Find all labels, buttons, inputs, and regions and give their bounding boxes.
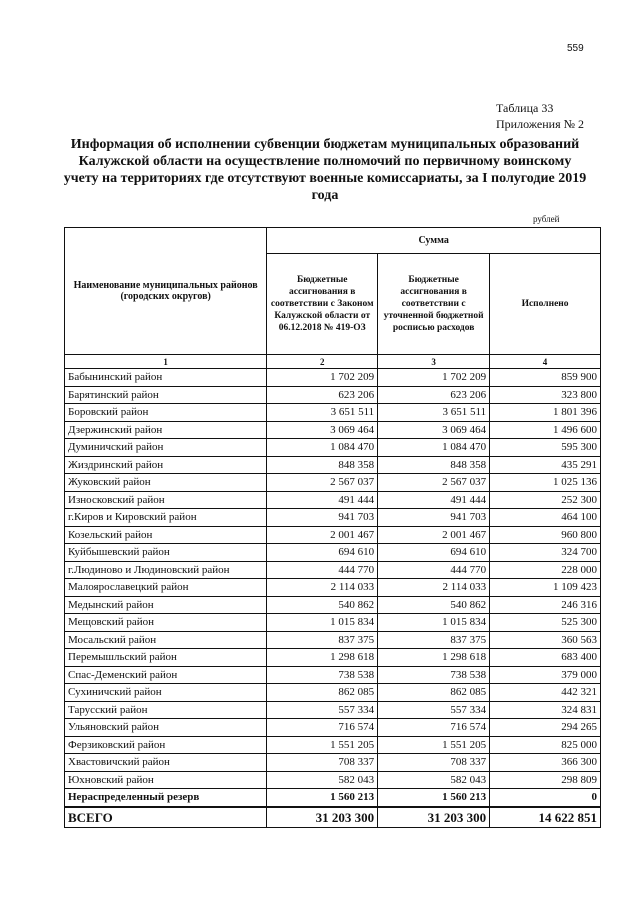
cell-name: Козельский район: [65, 526, 267, 544]
cell-refined: 716 574: [378, 719, 490, 737]
cell-name: Малоярославецкий район: [65, 579, 267, 597]
table-row: [65, 386, 601, 404]
cell-name: Боровский район: [65, 404, 267, 422]
cell-executed: 960 800: [490, 526, 601, 544]
cell-executed: 595 300: [490, 439, 601, 457]
cell-law: 444 770: [267, 561, 378, 579]
table-row: [65, 509, 601, 527]
cell-law: 2 567 037: [267, 474, 378, 492]
table-row: [65, 526, 601, 544]
cell-executed: 252 300: [490, 491, 601, 509]
cell-executed: 294 265: [490, 719, 601, 737]
cell-name: Барятинский район: [65, 386, 267, 404]
cell-refined: 708 337: [378, 754, 490, 772]
cell-law: 1 015 834: [267, 614, 378, 632]
total-executed: 14 622 851: [490, 807, 601, 828]
cell-name: Жуковский район: [65, 474, 267, 492]
cell-law: 694 610: [267, 544, 378, 562]
cell-executed: 366 300: [490, 754, 601, 772]
cell-refined: 694 610: [378, 544, 490, 562]
column-number: 3: [378, 355, 490, 369]
cell-name: Думиничский район: [65, 439, 267, 457]
document-title: Информация об исполнении субвенции бюджетам муниципальных образований Калужской области на осуществление полномочий по первичному воинскому учету на территориях где отсутствуют военные комиссариаты, за I полугодие 2019 года: [63, 137, 587, 203]
cell-executed: 525 300: [490, 614, 601, 632]
reserve-refined: 1 560 213: [378, 789, 490, 807]
cell-law: 557 334: [267, 701, 378, 719]
cell-name: Дзержинский район: [65, 421, 267, 439]
reserve-row: [65, 789, 601, 807]
reserve-law: 1 560 213: [267, 789, 378, 807]
cell-refined: 2 001 467: [378, 526, 490, 544]
cell-law: 3 069 464: [267, 421, 378, 439]
header-law-allocation: Бюджетные ассигнования в соответствии с Законом Калужской области от 06.12.2018 № 419-ОЗ: [267, 254, 378, 355]
report-table: [64, 227, 601, 828]
table-row: [65, 596, 601, 614]
cell-refined: 1 298 618: [378, 649, 490, 667]
cell-executed: 825 000: [490, 736, 601, 754]
cell-executed: 1 025 136: [490, 474, 601, 492]
table-row: [65, 544, 601, 562]
total-name: ВСЕГО: [65, 807, 267, 828]
table-row: [65, 369, 601, 387]
cell-law: 582 043: [267, 771, 378, 789]
cell-refined: 738 538: [378, 666, 490, 684]
cell-refined: 557 334: [378, 701, 490, 719]
cell-name: Медынский район: [65, 596, 267, 614]
cell-executed: 360 563: [490, 631, 601, 649]
table-row: [65, 666, 601, 684]
header-refined-allocation: Бюджетные ассигнования в соответствии с уточненной бюджетной росписью расходов: [378, 254, 490, 355]
cell-name: Куйбышевский район: [65, 544, 267, 562]
cell-law: 1 551 205: [267, 736, 378, 754]
total-refined: 31 203 300: [378, 807, 490, 828]
cell-refined: 2 114 033: [378, 579, 490, 597]
table-row: [65, 456, 601, 474]
reserve-executed: 0: [490, 789, 601, 807]
cell-refined: 2 567 037: [378, 474, 490, 492]
total-law: 31 203 300: [267, 807, 378, 828]
column-number: 2: [267, 355, 378, 369]
cell-name: Ферзиковский район: [65, 736, 267, 754]
table-body: [65, 369, 601, 828]
table-row: [65, 404, 601, 422]
cell-name: Ульяновский район: [65, 719, 267, 737]
cell-law: 941 703: [267, 509, 378, 527]
table-row: [65, 614, 601, 632]
cell-refined: 491 444: [378, 491, 490, 509]
cell-law: 540 862: [267, 596, 378, 614]
cell-law: 1 298 618: [267, 649, 378, 667]
cell-executed: 324 700: [490, 544, 601, 562]
cell-name: Бабынинский район: [65, 369, 267, 387]
header-sum: Сумма: [267, 228, 601, 254]
cell-refined: 837 375: [378, 631, 490, 649]
cell-executed: 859 900: [490, 369, 601, 387]
table-row: [65, 771, 601, 789]
header-name: Наименование муниципальных районов (городских округов): [65, 228, 267, 355]
cell-law: 708 337: [267, 754, 378, 772]
cell-refined: 444 770: [378, 561, 490, 579]
cell-refined: 1 084 470: [378, 439, 490, 457]
cell-executed: 1 801 396: [490, 404, 601, 422]
currency-unit: рублей: [533, 214, 560, 224]
cell-law: 862 085: [267, 684, 378, 702]
cell-law: 1 084 470: [267, 439, 378, 457]
cell-executed: 435 291: [490, 456, 601, 474]
table-row: [65, 631, 601, 649]
cell-executed: 683 400: [490, 649, 601, 667]
table-row: [65, 561, 601, 579]
cell-executed: 442 321: [490, 684, 601, 702]
cell-law: 837 375: [267, 631, 378, 649]
page-number: 559: [567, 43, 584, 54]
cell-executed: 379 000: [490, 666, 601, 684]
cell-law: 848 358: [267, 456, 378, 474]
cell-executed: 1 109 423: [490, 579, 601, 597]
table-row: [65, 649, 601, 667]
reserve-name: Нераспределенный резерв: [65, 789, 267, 807]
cell-name: г.Киров и Кировский район: [65, 509, 267, 527]
cell-refined: 582 043: [378, 771, 490, 789]
cell-law: 491 444: [267, 491, 378, 509]
table-row: [65, 491, 601, 509]
cell-executed: 228 000: [490, 561, 601, 579]
cell-name: Износковский район: [65, 491, 267, 509]
cell-refined: 1 015 834: [378, 614, 490, 632]
total-row: [65, 807, 601, 828]
table-row: [65, 579, 601, 597]
cell-law: 2 114 033: [267, 579, 378, 597]
table-row: [65, 474, 601, 492]
cell-name: Жиздринский район: [65, 456, 267, 474]
cell-executed: 298 809: [490, 771, 601, 789]
cell-name: Тарусский район: [65, 701, 267, 719]
table-row: [65, 439, 601, 457]
cell-executed: 323 800: [490, 386, 601, 404]
header-executed: Исполнено: [490, 254, 601, 355]
cell-law: 623 206: [267, 386, 378, 404]
cell-refined: 540 862: [378, 596, 490, 614]
cell-name: Перемышльский район: [65, 649, 267, 667]
cell-law: 716 574: [267, 719, 378, 737]
cell-refined: 848 358: [378, 456, 490, 474]
cell-name: Хвастовичский район: [65, 754, 267, 772]
table-row: [65, 701, 601, 719]
cell-executed: 464 100: [490, 509, 601, 527]
cell-name: Сухиничский район: [65, 684, 267, 702]
appendix-number: Приложения № 2: [496, 117, 585, 131]
table-caption: [496, 100, 584, 132]
cell-executed: 246 316: [490, 596, 601, 614]
table-number: Таблица 33: [496, 101, 554, 115]
cell-law: 2 001 467: [267, 526, 378, 544]
cell-law: 738 538: [267, 666, 378, 684]
cell-name: Мосальский район: [65, 631, 267, 649]
cell-name: г.Людиново и Людиновский район: [65, 561, 267, 579]
cell-law: 1 702 209: [267, 369, 378, 387]
cell-refined: 941 703: [378, 509, 490, 527]
cell-executed: 1 496 600: [490, 421, 601, 439]
cell-law: 3 651 511: [267, 404, 378, 422]
cell-executed: 324 831: [490, 701, 601, 719]
cell-refined: 3 069 464: [378, 421, 490, 439]
table-row: [65, 421, 601, 439]
column-number: 4: [490, 355, 601, 369]
table-row: [65, 736, 601, 754]
cell-refined: 623 206: [378, 386, 490, 404]
cell-refined: 3 651 511: [378, 404, 490, 422]
cell-refined: 862 085: [378, 684, 490, 702]
cell-name: Мещовский район: [65, 614, 267, 632]
cell-refined: 1 551 205: [378, 736, 490, 754]
table-row: [65, 754, 601, 772]
cell-name: Спас-Деменский район: [65, 666, 267, 684]
cell-name: Юхновский район: [65, 771, 267, 789]
table-row: [65, 719, 601, 737]
column-number: 1: [65, 355, 267, 369]
cell-refined: 1 702 209: [378, 369, 490, 387]
table-row: [65, 684, 601, 702]
